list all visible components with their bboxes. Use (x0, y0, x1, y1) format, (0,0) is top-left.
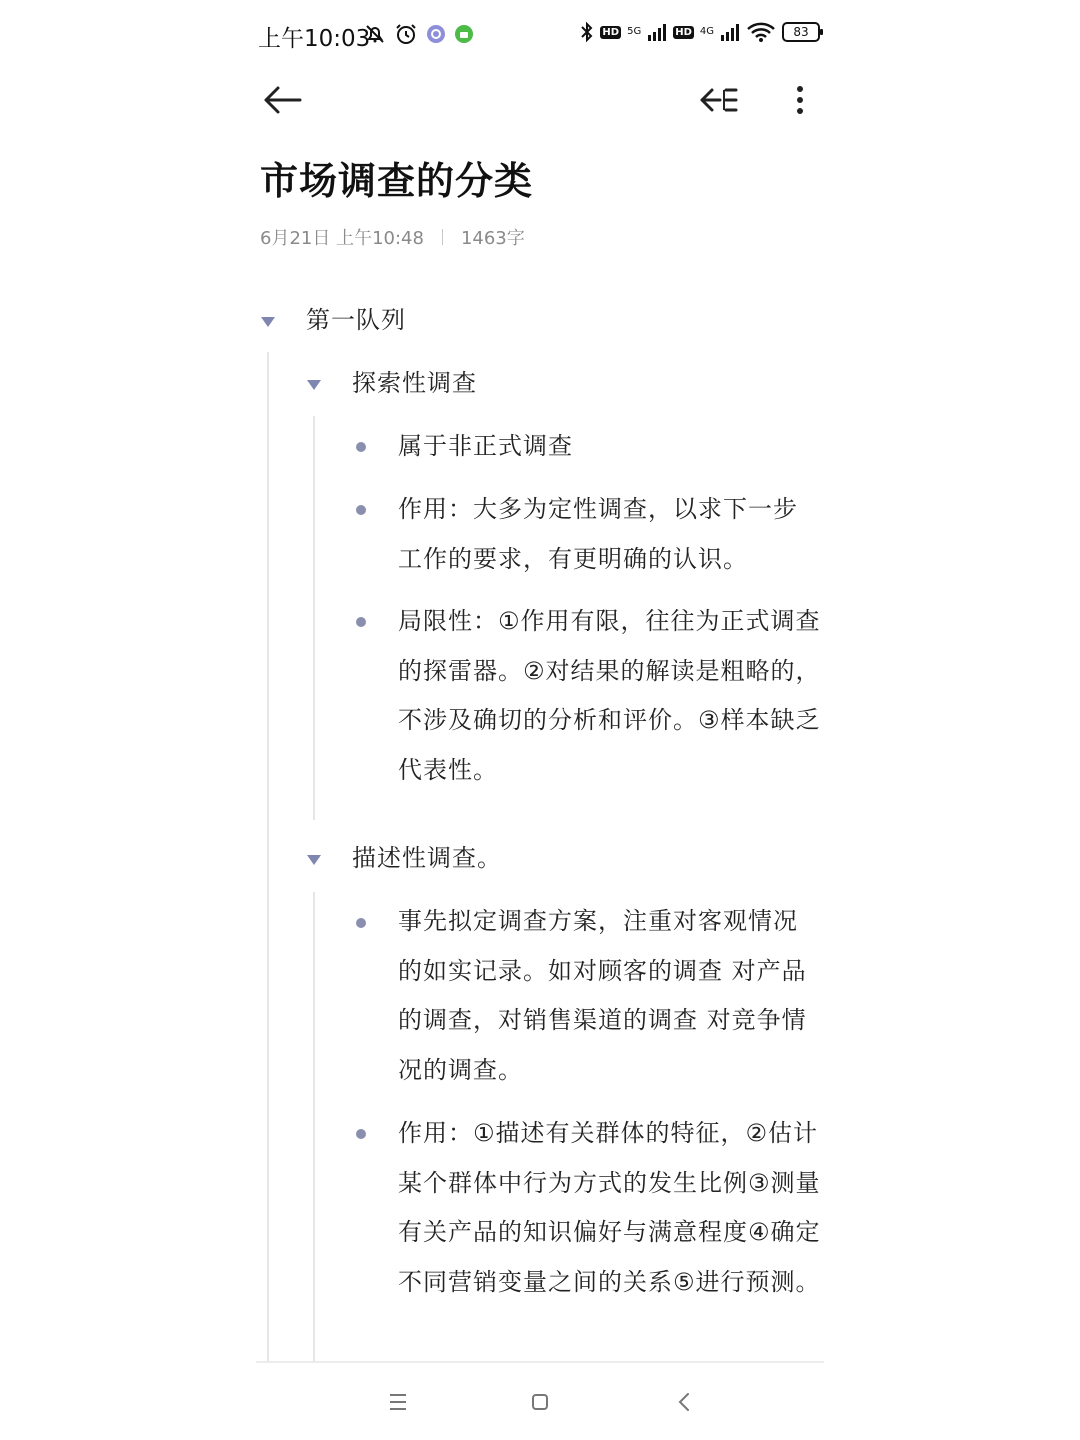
recent-apps-button[interactable] (378, 1386, 418, 1418)
bullet-dot (356, 442, 366, 452)
bullet-item[interactable]: 事先拟定调查方案，注重对客观情况的如实记录。如对顾客的调查 对产品的调查，对销售渠道的调查 对竞争情况的调查。 (398, 907, 807, 1084)
status-left-icons (364, 22, 474, 46)
outline-collapse-icon (694, 80, 742, 120)
alarm-clock-icon (394, 22, 418, 46)
collapse-triangle-icon[interactable] (261, 317, 275, 327)
note-word-count: 1463字 (460, 228, 525, 249)
more-vertical-icon (780, 80, 820, 120)
note-meta (260, 224, 525, 250)
signal-icon-1 (647, 23, 667, 41)
more-options-button[interactable] (780, 80, 820, 120)
level1-guide-line (267, 352, 269, 1362)
outline-toggle-button[interactable] (694, 80, 742, 120)
collapse-triangle-icon[interactable] (307, 855, 321, 865)
bullet-dot (356, 617, 366, 627)
outline-section-heading[interactable]: 描述性调查。 (352, 844, 502, 872)
bullet-dot (356, 505, 366, 515)
outline-section-heading[interactable]: 探索性调查 (352, 369, 477, 397)
status-bar (256, 18, 824, 52)
back-button[interactable] (260, 80, 304, 120)
android-notification-icon (454, 24, 474, 44)
square-home-icon (520, 1386, 560, 1418)
phone-screen (256, 0, 824, 1440)
network-5g-label: 5G (627, 26, 642, 37)
collapse-triangle-icon[interactable] (307, 380, 321, 390)
wifi-icon (746, 22, 776, 42)
system-nav-bar (256, 1376, 824, 1426)
home-button[interactable] (520, 1386, 560, 1418)
chevron-left-icon (664, 1386, 704, 1418)
system-back-button[interactable] (664, 1386, 704, 1418)
bluetooth-icon (580, 21, 594, 43)
top-toolbar (256, 70, 824, 130)
bullet-item[interactable]: 属于非正式调查 (398, 432, 573, 460)
hd-badge-2: HD (675, 26, 692, 38)
section1-guide-line (313, 416, 315, 820)
bullet-item[interactable]: 作用：大多为定性调查，以求下一步工作的要求，有更明确的认识。 (398, 495, 798, 573)
hd-badge-1: HD (602, 26, 620, 38)
mute-bell-icon (364, 23, 386, 45)
bullet-dot (356, 918, 366, 928)
note-title: 市场调查的分类 (260, 159, 534, 203)
app-notification-icon (426, 24, 446, 44)
status-right-icons (580, 21, 820, 43)
meta-divider (442, 229, 443, 245)
menu-lines-icon (378, 1386, 418, 1418)
status-time: 上午10:03 (258, 26, 371, 52)
network-4g-label: 4G (699, 26, 714, 37)
signal-icon-2 (720, 23, 740, 41)
battery-indicator: 83 (782, 22, 820, 42)
section2-guide-line (313, 892, 315, 1362)
back-arrow-icon (260, 80, 304, 120)
bullet-item[interactable]: 作用：①描述有关群体的特征，②估计某个群体中行为方式的发生比例③测量有关产品的知识偏好与满意程度④确定不同营销变量之间的关系⑤进行预测。 (398, 1119, 821, 1296)
bullet-item[interactable]: 局限性：①作用有限，往往为正式调查的探雷器。②对结果的解读是粗略的，不涉及确切的分析和评价。③样本缺乏代表性。 (398, 607, 821, 784)
bullet-dot (356, 1129, 366, 1139)
outline-level1-item[interactable]: 第一队列 (306, 306, 406, 334)
bottom-divider (256, 1361, 824, 1363)
note-date: 6月21日 上午10:48 (260, 228, 424, 249)
